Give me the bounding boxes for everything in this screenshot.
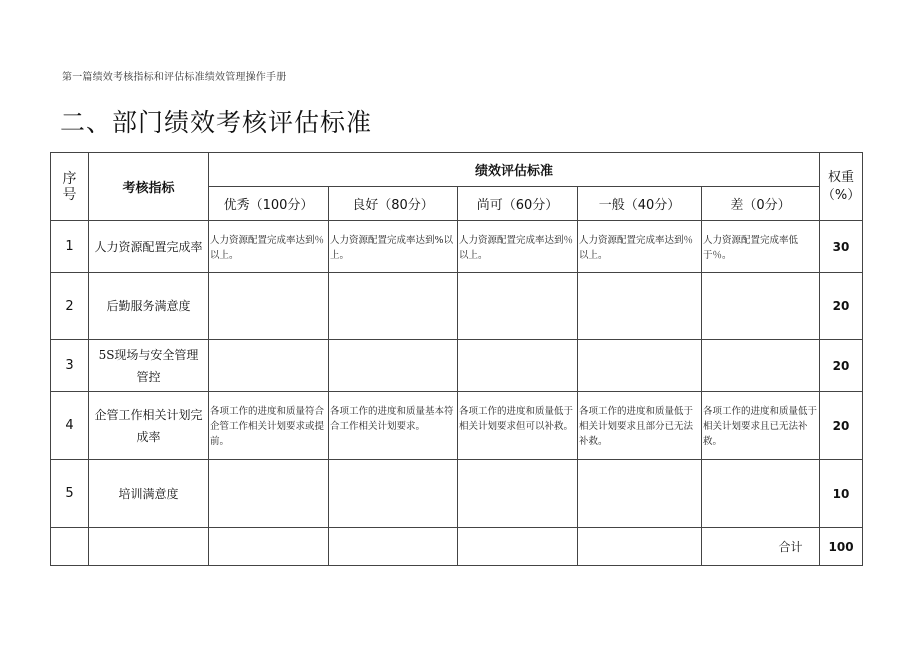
row-weight: 20 (820, 340, 863, 392)
row-cell: 人力资源配置完成率达到%以上。 (329, 221, 458, 273)
header-seq: 序号 (51, 153, 89, 221)
row-cell (209, 273, 329, 340)
row-weight: 20 (820, 392, 863, 460)
total-empty-cell (209, 528, 329, 566)
grade-excellent: 优秀（100分） (209, 187, 329, 221)
row-seq: 5 (51, 460, 89, 528)
row-cell: 各项工作的进度和质量低于相关计划要求且部分已无法补救。 (578, 392, 702, 460)
row-cell (578, 273, 702, 340)
grade-good: 良好（80分） (329, 187, 458, 221)
row-weight: 10 (820, 460, 863, 528)
row-indicator: 培训满意度 (89, 460, 209, 528)
row-cell: 各项工作的进度和质量符合企管工作相关计划要求或提前。 (209, 392, 329, 460)
total-empty-cell (458, 528, 578, 566)
grade-fair: 尚可（60分） (458, 187, 578, 221)
header-standard: 绩效评估标准 (209, 153, 820, 187)
row-cell (329, 460, 458, 528)
row-cell (458, 273, 578, 340)
row-cell: 各项工作的进度和质量低于相关计划要求但可以补救。 (458, 392, 578, 460)
row-indicator: 企管工作相关计划完成率 (89, 392, 209, 460)
row-cell: 各项工作的进度和质量基本符合工作相关计划要求。 (329, 392, 458, 460)
table-row (51, 340, 863, 392)
total-label: 合计 (702, 528, 820, 566)
row-weight: 30 (820, 221, 863, 273)
table-row (51, 221, 863, 273)
row-indicator: 5S现场与安全管理管控 (89, 340, 209, 392)
grade-poor: 差（0分） (702, 187, 820, 221)
row-seq: 1 (51, 221, 89, 273)
row-cell: 各项工作的进度和质量低于相关计划要求且已无法补救。 (702, 392, 820, 460)
row-seq: 4 (51, 392, 89, 460)
row-cell (702, 273, 820, 340)
row-cell (209, 340, 329, 392)
row-cell: 人力资源配置完成率低于％。 (702, 221, 820, 273)
row-cell: 人力资源配置完成率达到％以上。 (209, 221, 329, 273)
row-seq: 2 (51, 273, 89, 340)
row-indicator: 后勤服务满意度 (89, 273, 209, 340)
total-empty-cell (51, 528, 89, 566)
table-row (51, 392, 863, 460)
table-row (51, 460, 863, 528)
total-weight: 100 (820, 528, 863, 566)
row-cell (702, 340, 820, 392)
row-cell (458, 340, 578, 392)
grade-average: 一般（40分） (578, 187, 702, 221)
row-cell (329, 273, 458, 340)
header-weight: 权重（%） (820, 153, 863, 221)
row-cell: 人力资源配置完成率达到％以上。 (458, 221, 578, 273)
table-row (51, 273, 863, 340)
total-empty-cell (89, 528, 209, 566)
row-cell (458, 460, 578, 528)
running-header: 第一篇绩效考核指标和评估标准绩效管理操作手册 (62, 72, 287, 83)
page-title: 二、部门绩效考核评估标准 (60, 108, 373, 137)
total-row (51, 528, 863, 566)
row-cell (578, 340, 702, 392)
total-empty-cell (329, 528, 458, 566)
total-empty-cell (578, 528, 702, 566)
row-cell (578, 460, 702, 528)
row-cell (209, 460, 329, 528)
header-indicator: 考核指标 (89, 153, 209, 221)
row-seq: 3 (51, 340, 89, 392)
row-cell (329, 340, 458, 392)
row-cell: 人力资源配置完成率达到％以上。 (578, 221, 702, 273)
row-indicator: 人力资源配置完成率 (89, 221, 209, 273)
row-cell (702, 460, 820, 528)
evaluation-table (50, 152, 863, 566)
row-weight: 20 (820, 273, 863, 340)
